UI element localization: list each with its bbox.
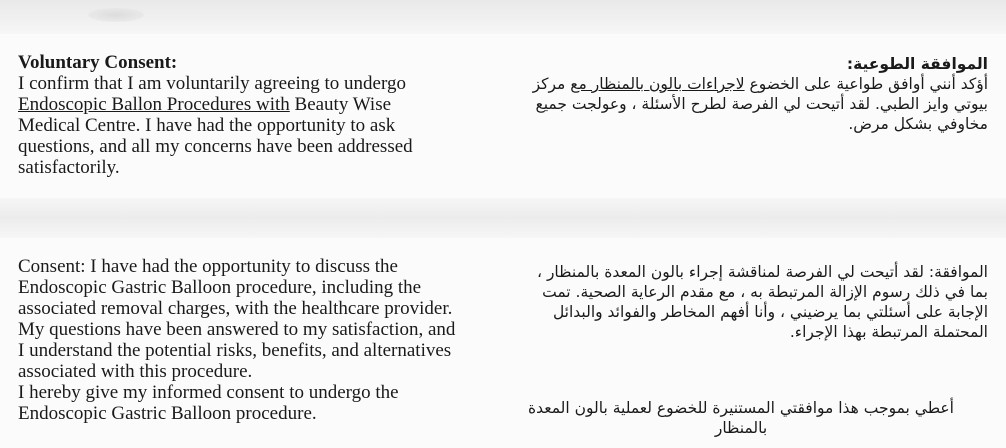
arabic-text-part: أؤكد أنني أوافق طواعية على الخضوع bbox=[744, 75, 988, 93]
consent-line-arabic: المحتملة المرتبطة بهذا الإجراء. bbox=[789, 323, 988, 341]
informed-consent-line-arabic: بالمنظار bbox=[714, 419, 768, 437]
scan-smudge bbox=[88, 8, 144, 22]
informed-consent-arabic bbox=[506, 398, 976, 438]
voluntary-consent-line: Medical Centre. I have had the opportunity to ask bbox=[18, 115, 396, 136]
voluntary-consent-line: questions, and all my concerns have been addressed bbox=[18, 136, 413, 157]
consent-line-arabic: الإجابة على أسئلتي بما يرضيني ، وأنا أفهم المخاطر والفوائد والبدائل bbox=[552, 303, 988, 321]
consent-line: associated removal charges, with the healthcare provider. bbox=[18, 298, 453, 319]
voluntary-consent-line: I confirm that I am voluntarily agreeing to undergo bbox=[18, 73, 406, 94]
voluntary-consent-line bbox=[18, 94, 518, 115]
scan-shadow-middle bbox=[0, 198, 1006, 238]
procedure-consent-english bbox=[18, 256, 518, 424]
underlined-procedure-text: Endoscopic Ballon Procedures with bbox=[18, 94, 290, 115]
voluntary-consent-arabic bbox=[498, 54, 988, 134]
underlined-procedure-text-arabic: لاجراءات بالون بالمنظار مع bbox=[570, 75, 745, 93]
voluntary-consent-line-arabic: بيوتي وايز الطبي. لقد أتيحت لي الفرصة لطرح الأسئلة ، وعولجت جميع bbox=[535, 95, 988, 113]
scan-shadow-top bbox=[0, 0, 1006, 34]
clinic-name-text: Beauty Wise bbox=[289, 94, 392, 115]
consent-line: I understand the potential risks, benefits, and alternatives bbox=[18, 340, 452, 361]
voluntary-consent-heading-arabic: الموافقة الطوعية: bbox=[846, 55, 988, 73]
consent-line-arabic: الموافقة: لقد أتيحت لي الفرصة لمناقشة إجراء بالون المعدة بالمنظار ، bbox=[537, 263, 988, 281]
voluntary-consent-line-arabic: مخاوفي بشكل مرض. bbox=[848, 115, 988, 133]
consent-line: Endoscopic Gastric Balloon procedure, including the bbox=[18, 277, 422, 298]
consent-line: Consent: I have had the opportunity to discuss the bbox=[18, 256, 398, 277]
informed-consent-line-arabic: أعطي بموجب هذا موافقتي المستنيرة للخضوع لعملية بالون المعدة bbox=[527, 399, 954, 417]
consent-line-arabic: بما في ذلك رسوم الإزالة المرتبطة به ، مع مقدم الرعاية الصحية. تمت bbox=[542, 283, 988, 301]
voluntary-consent-line-arabic bbox=[498, 74, 988, 94]
consent-line: Endoscopic Gastric Balloon procedure. bbox=[18, 403, 317, 424]
voluntary-consent-english bbox=[18, 52, 518, 178]
voluntary-consent-heading: Voluntary Consent: bbox=[18, 52, 178, 73]
consent-line: associated with this procedure. bbox=[18, 361, 253, 382]
voluntary-consent-line: satisfactorily. bbox=[18, 157, 120, 178]
procedure-consent-arabic bbox=[498, 262, 988, 342]
consent-line: I hereby give my informed consent to undergo the bbox=[18, 382, 399, 403]
consent-line: My questions have been answered to my satisfaction, and bbox=[18, 319, 456, 340]
arabic-text-part: مركز bbox=[532, 75, 571, 93]
